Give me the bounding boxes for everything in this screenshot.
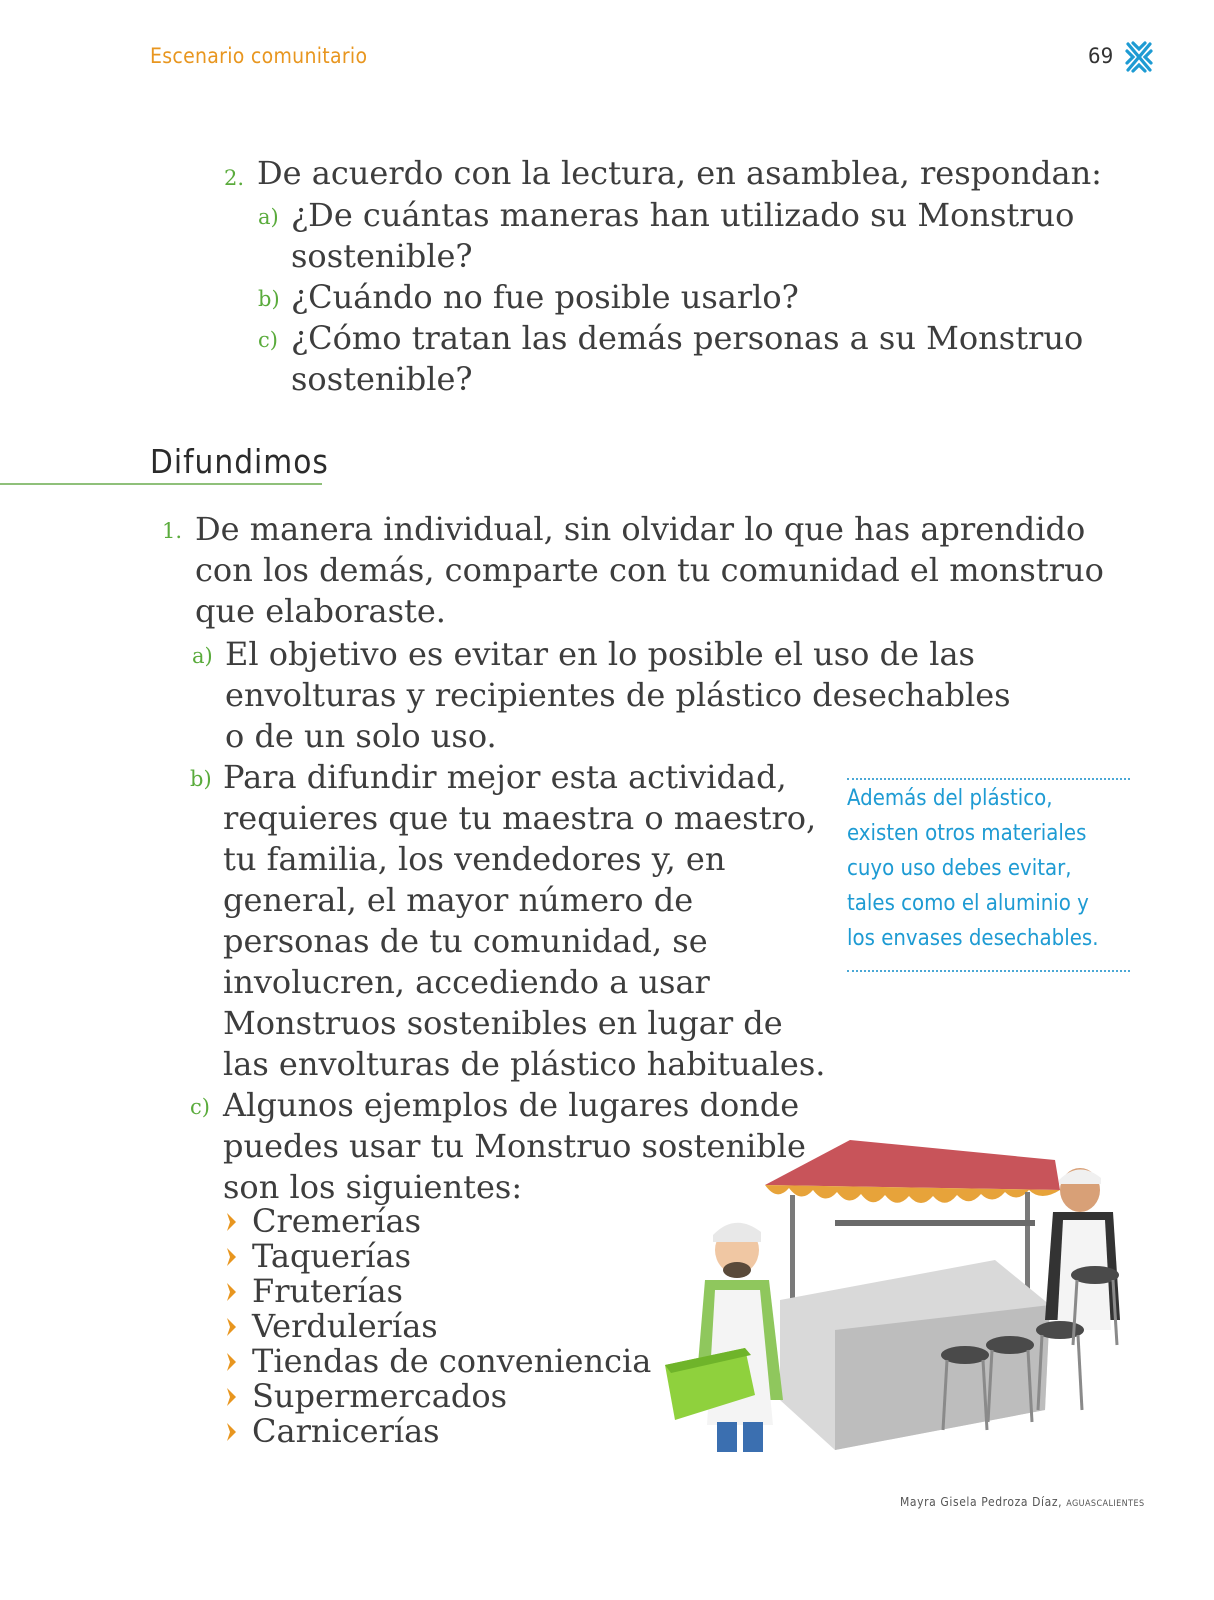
bullet-icon [226, 1352, 237, 1372]
note-line: Además del plástico, [847, 786, 1053, 811]
item-text: tu familia, los vendedores y, en [223, 840, 726, 878]
question-number: 1. [162, 519, 183, 543]
list-item: Taquerías [252, 1237, 411, 1275]
question-number: 2. [224, 166, 245, 190]
question-text: De acuerdo con la lectura, en asamblea, respondan: [257, 154, 1102, 192]
page-number: 69 [1088, 44, 1114, 68]
item-text: ¿De cuántas maneras han utilizado su Monstruo [291, 196, 1075, 234]
question-text: que elaboraste. [195, 592, 446, 630]
bullet-icon [226, 1317, 237, 1337]
question-text: De manera individual, sin olvidar lo que has aprendido [195, 510, 1086, 548]
book-logo-icon [1124, 40, 1154, 74]
item-text: puedes usar tu Monstruo sostenible [223, 1127, 806, 1165]
item-text: ¿Cuándo no fue posible usarlo? [291, 278, 799, 316]
credit-author: Mayra Gisela Pedroza Díaz, [900, 1495, 1063, 1509]
item-mark: c) [190, 1095, 210, 1119]
item-text: sostenible? [291, 237, 473, 275]
item-text: El objetivo es evitar en lo posible el uso de las [225, 635, 975, 673]
item-mark: a) [192, 644, 213, 668]
item-text: son los siguientes: [223, 1168, 523, 1206]
bullet-icon [226, 1387, 237, 1407]
item-text: ¿Cómo tratan las demás personas a su Monstruo [291, 319, 1084, 357]
section-title: Escenario comunitario [150, 44, 368, 68]
list-item: Tiendas de conveniencia [252, 1342, 652, 1380]
list-item: Verdulerías [252, 1307, 438, 1345]
item-mark: b) [190, 767, 212, 791]
item-mark: c) [258, 328, 278, 352]
heading-underline [0, 483, 322, 485]
note-line: existen otros materiales [847, 821, 1087, 846]
item-text: sostenible? [291, 360, 473, 398]
list-item: Cremerías [252, 1202, 422, 1240]
section-heading: Difundimos [150, 442, 329, 481]
list-item: Fruterías [252, 1272, 403, 1310]
item-text: envolturas y recipientes de plástico desechables [225, 676, 1011, 714]
item-mark: a) [258, 205, 279, 229]
list-item: Carnicerías [252, 1412, 440, 1450]
bullet-icon [226, 1422, 237, 1442]
question-text: con los demás, comparte con tu comunidad el monstruo [195, 551, 1104, 589]
item-text: Monstruos sostenibles en lugar de [223, 1004, 783, 1042]
bullet-icon [226, 1282, 237, 1302]
illustration-credit [900, 1495, 1145, 1509]
item-text: personas de tu comunidad, se [223, 922, 708, 960]
side-note [847, 778, 1130, 972]
item-text: o de un solo uso. [225, 717, 497, 755]
item-text: requieres que tu maestra o maestro, [223, 799, 817, 837]
credit-place: AGUASCALIENTES [1066, 1499, 1145, 1509]
list-item: Supermercados [252, 1377, 507, 1415]
note-line: tales como el aluminio y [847, 891, 1089, 916]
food-cart-illustration [665, 1130, 1145, 1480]
item-text: las envolturas de plástico habituales. [223, 1045, 826, 1083]
item-text: involucren, accediendo a usar [223, 963, 710, 1001]
item-text: Para difundir mejor esta actividad, [223, 758, 787, 796]
note-line: cuyo uso debes evitar, [847, 856, 1072, 881]
bullet-icon [226, 1212, 237, 1232]
item-text: general, el mayor número de [223, 881, 694, 919]
item-mark: b) [258, 287, 280, 311]
bullet-icon [226, 1247, 237, 1267]
note-line: los envases desechables. [847, 926, 1099, 951]
item-text: Algunos ejemplos de lugares donde [223, 1086, 800, 1124]
